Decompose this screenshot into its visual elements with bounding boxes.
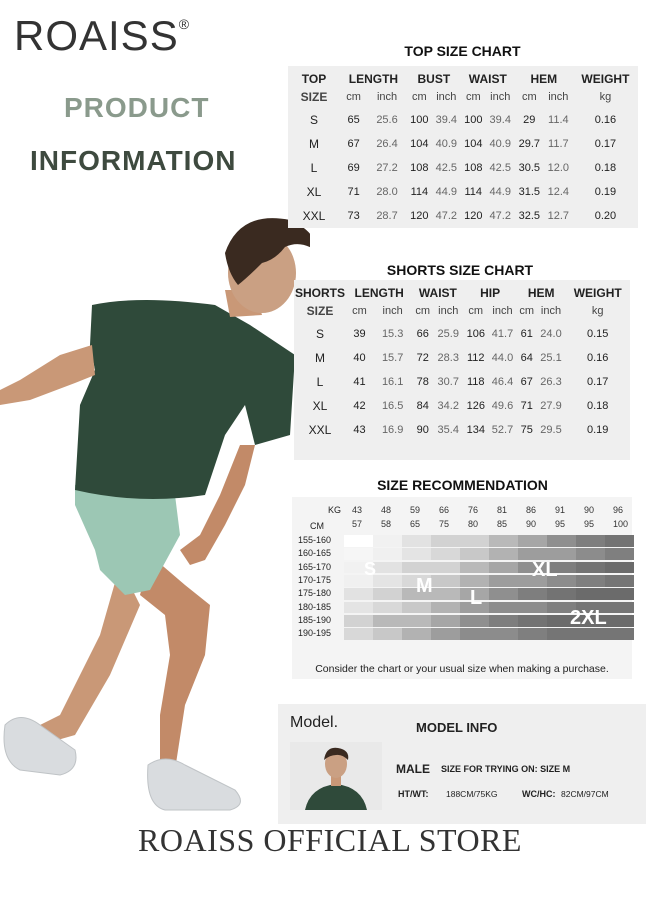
size-cell: XXL [302,209,326,223]
table-cell: 71 [347,186,360,198]
grid-cell [518,588,547,600]
column-header: LENGTH [348,72,399,86]
column-header: HEM [527,286,555,300]
unit-label: cm [521,91,537,103]
heading-information: INFORMATION [30,145,237,176]
table-cell: 32.5 [518,210,540,222]
kg-range-low: 90 [584,505,595,515]
table-cell: 0.19 [586,424,609,436]
size-header: SIZE [306,304,334,318]
grid-cell [518,602,547,614]
registered-mark: ® [178,16,191,32]
column-header: TOP [301,72,327,86]
table-cell: 11.7 [548,138,569,150]
table-cell: 100 [410,114,429,126]
unit-label: cm [412,91,427,103]
table-cell: 16.9 [381,424,404,436]
table-cell: 42 [353,400,366,412]
table-cell: 0.16 [594,114,617,126]
grid-cell [344,628,373,640]
table-cell: 39 [353,328,366,340]
table-row [288,108,638,132]
column-header: WEIGHT [581,72,630,86]
table-cell: 78 [416,376,429,388]
unit-label: inch [548,91,569,103]
table-cell: 104 [464,138,483,150]
size-tag-xl: XL [532,559,558,581]
grid-cell [576,535,605,547]
model-portrait-icon [290,742,382,810]
grid-cell [605,628,634,640]
kg-range-low: 48 [381,505,392,515]
table-cell: 30.5 [518,162,540,174]
shorts-chart-title: SHORTS SIZE CHART [386,262,534,278]
table-row [294,394,630,418]
ht-wt-label: HT/WT: [398,789,429,799]
table-cell: 44.9 [435,186,458,198]
table-cell: 40.9 [435,138,458,150]
table-cell: 0.17 [586,376,609,388]
kg-range-low: 59 [410,505,421,515]
table-cell: 39.4 [489,114,511,126]
grid-cell [489,602,518,614]
table-cell: 35.4 [437,424,459,436]
table-cell: 114 [410,186,429,198]
table-cell: 29 [523,114,536,126]
recommendation-note: Consider the chart or your usual size when making a purchase. [315,663,609,675]
size-header: SIZE [300,90,328,104]
unit-label: inch [382,305,403,317]
table-row [288,156,638,180]
grid-cell [489,548,518,560]
table-cell: 12.7 [547,210,570,222]
grid-cell [402,628,431,640]
table-cell: 118 [466,376,485,388]
grid-cell [489,628,518,640]
kg-range-high: 75 [439,519,450,529]
brand-logo [14,12,190,60]
wc-hc-value: 82CM/97CM [561,789,609,799]
size-tag-m: M [416,575,433,597]
grid-cell [431,628,460,640]
grid-cell [460,575,489,587]
size-cell: XXL [308,423,332,437]
table-cell: 30.7 [437,376,459,388]
table-cell: 100 [464,114,483,126]
table-cell: 108 [410,162,429,174]
table-cell: 40 [353,352,366,364]
model-info-panel [278,704,646,824]
table-cell: 28.3 [437,352,459,364]
grid-cell [344,535,373,547]
table-cell: 72 [416,352,429,364]
kg-range-high: 58 [381,519,392,529]
unit-label: inch [438,305,459,317]
kg-axis-label: KG [328,505,342,515]
unit-label: kg [591,305,604,317]
table-cell: 11.4 [548,114,569,126]
table-cell: 26.3 [540,376,562,388]
kg-range-low: 66 [439,505,450,515]
table-cell: 28.0 [376,186,398,198]
table-cell: 44.0 [491,352,514,364]
grid-cell [460,562,489,574]
store-name: ROAISS OFFICIAL STORE [138,822,522,858]
table-cell: 65 [347,114,360,126]
grid-cell [373,535,402,547]
table-cell: 27.2 [376,162,398,174]
height-range-label: 165-170 [298,561,332,572]
table-cell: 12.4 [547,186,570,198]
grid-cell [489,562,518,574]
top-size-table [288,66,638,228]
grid-cell [402,548,431,560]
grid-cell [576,588,605,600]
height-range-label: 170-175 [298,574,332,585]
grid-cell [373,562,402,574]
table-cell: 47.2 [435,210,458,222]
kg-range-high: 80 [468,519,479,529]
unit-label: cm [468,305,484,317]
unit-label: cm [519,305,535,317]
table-cell: 25.1 [540,352,562,364]
height-range-label: 190-195 [298,628,332,639]
table-cell: 134 [466,424,485,436]
table-row [288,204,638,228]
grid-cell [373,548,402,560]
grid-cell [576,548,605,560]
kg-range-high: 95 [555,519,566,529]
grid-cell [605,535,634,547]
grid-cell [402,562,431,574]
grid-cell [460,535,489,547]
kg-range-high: 57 [352,519,363,529]
table-cell: 25.6 [376,114,398,126]
grid-cell [431,575,460,587]
size-tag-s: S [364,559,377,579]
size-cell: XL [306,185,322,199]
table-row [294,418,630,442]
table-cell: 31.5 [518,186,540,198]
table-cell: 0.15 [586,328,609,340]
unit-label: inch [540,305,562,317]
table-row [294,370,630,394]
grid-cell [518,535,547,547]
height-range-label: 160-165 [298,548,332,559]
table-cell: 67 [520,376,533,388]
table-cell: 106 [466,328,485,340]
grid-cell [489,535,518,547]
size-cell: S [309,113,318,127]
grid-cell [373,575,402,587]
grid-cell [518,615,547,627]
table-cell: 66 [416,328,429,340]
column-header: HIP [480,286,501,300]
table-cell: 42.5 [489,162,511,174]
table-cell: 64 [520,352,533,364]
grid-cell [460,615,489,627]
table-cell: 84 [416,400,429,412]
unit-label: inch [436,91,457,103]
table-cell: 0.17 [594,138,617,150]
table-cell: 44.9 [489,186,511,198]
size-tag-l: L [470,587,483,609]
column-header: WEIGHT [573,286,622,300]
unit-label: inch [376,91,398,103]
brand-name: ROAISS [14,12,179,59]
size-cell: M [315,351,325,365]
size-cell: L [310,161,318,175]
grid-cell [489,615,518,627]
table-cell: 49.6 [491,400,514,412]
grid-cell [431,615,460,627]
table-cell: 67 [347,138,360,150]
height-range-label: 180-185 [298,601,332,612]
table-cell: 41 [353,376,366,388]
table-row [294,322,630,346]
model-photo [290,742,382,810]
table-cell: 16.5 [381,400,404,412]
wc-hc-label: WC/HC: [522,789,556,799]
height-range-label: 155-160 [298,535,332,545]
grid-cell [344,602,373,614]
grid-cell [373,602,402,614]
kg-range-high: 85 [497,519,508,529]
table-cell: 52.7 [491,424,514,436]
table-cell: 61 [520,328,533,340]
grid-cell [431,602,460,614]
table-row [288,180,638,204]
table-cell: 46.4 [491,376,514,388]
table-row [288,132,638,156]
grid-cell [373,628,402,640]
table-cell: 29.7 [518,138,540,150]
ht-wt-value: 188CM/75KG [446,789,498,799]
table-cell: 71 [520,400,533,412]
table-cell: 34.2 [437,400,459,412]
grid-cell [460,548,489,560]
kg-range-low: 81 [497,505,508,515]
unit-label: cm [346,91,361,103]
grid-cell [344,588,373,600]
model-info-title: MODEL INFO [416,720,498,735]
size-cell: S [315,327,324,341]
kg-range-high: 95 [584,519,595,529]
kg-range-high: 90 [526,519,537,529]
table-cell: 75 [520,424,533,436]
model-gender: MALE [396,762,430,776]
column-header: WAIST [418,286,457,300]
table-cell: 112 [466,352,485,364]
unit-label: cm [415,305,431,317]
size-cell: XL [312,399,328,413]
kg-range-high: 65 [410,519,421,529]
grid-cell [547,535,576,547]
column-header: HEM [530,72,558,86]
kg-range-low: 91 [555,505,566,515]
kg-range-low: 43 [352,505,363,515]
model-figure [0,205,310,825]
model-trying-size: SIZE FOR TRYING ON: SIZE M [441,764,571,774]
height-range-label: 185-190 [298,614,332,625]
table-cell: 39.4 [435,114,458,126]
unit-label: kg [599,91,612,103]
table-cell: 16.1 [381,376,404,388]
table-cell: 43 [353,424,366,436]
table-cell: 120 [410,210,429,222]
table-cell: 15.7 [381,352,404,364]
kg-range-low: 86 [526,505,537,515]
grid-cell [605,588,634,600]
table-cell: 90 [416,424,429,436]
table-cell: 12.0 [547,162,570,174]
grid-cell [344,615,373,627]
grid-cell [518,628,547,640]
grid-cell [373,588,402,600]
top-chart-title: TOP SIZE CHART [404,43,521,59]
shorts-size-table [294,280,630,460]
size-recommendation-grid [292,497,632,679]
kg-range-high: 100 [613,519,629,529]
column-header: SHORTS [294,286,345,300]
table-cell: 120 [464,210,483,222]
table-cell: 29.5 [540,424,562,436]
grid-cell [402,535,431,547]
grid-cell [431,588,460,600]
cm-axis-label: CM [310,521,324,531]
table-cell: 0.16 [586,352,609,364]
table-cell: 73 [347,210,360,222]
size-tag-2xl: 2XL [570,607,607,629]
table-cell: 24.0 [540,328,562,340]
unit-label: inch [492,305,513,317]
table-cell: 40.9 [489,138,511,150]
table-cell: 0.19 [594,186,617,198]
model-label: Model. [290,714,339,731]
heading-product: PRODUCT [64,92,210,123]
table-cell: 0.18 [594,162,617,174]
grid-cell [402,615,431,627]
grid-cell [489,575,518,587]
grid-cell [605,602,634,614]
table-cell: 27.9 [540,400,562,412]
table-cell: 41.7 [491,328,514,340]
table-row [294,346,630,370]
kg-range-low: 96 [613,505,624,515]
table-cell: 15.3 [381,328,404,340]
table-cell: 0.20 [594,210,617,222]
table-cell: 42.5 [435,162,458,174]
unit-label: cm [465,91,481,103]
table-cell: 26.4 [376,138,398,150]
table-cell: 0.18 [586,400,609,412]
grid-cell [605,575,634,587]
grid-cell [460,628,489,640]
column-header: BUST [417,72,451,86]
size-cell: M [309,137,319,151]
grid-cell [605,562,634,574]
unit-label: inch [490,91,511,103]
grid-cell [605,615,634,627]
height-range-label: 175-180 [298,588,332,599]
unit-label: cm [352,305,367,317]
grid-cell [576,575,605,587]
size-recommendation-title: SIZE RECOMMENDATION [377,477,548,493]
table-cell: 69 [347,162,360,174]
grid-cell [576,562,605,574]
grid-cell [605,548,634,560]
grid-cell [431,548,460,560]
grid-cell [547,588,576,600]
table-cell: 104 [410,138,429,150]
grid-cell [402,602,431,614]
table-cell: 108 [464,162,483,174]
size-cell: L [316,375,324,389]
grid-cell [431,535,460,547]
table-cell: 114 [464,186,483,198]
table-cell: 126 [466,400,485,412]
column-header: LENGTH [354,286,404,300]
grid-cell [373,615,402,627]
column-header: WAIST [468,72,507,86]
grid-cell [431,562,460,574]
table-cell: 28.7 [376,210,398,222]
table-cell: 47.2 [489,210,511,222]
grid-cell [489,588,518,600]
kg-range-low: 76 [468,505,479,515]
table-cell: 25.9 [437,328,459,340]
